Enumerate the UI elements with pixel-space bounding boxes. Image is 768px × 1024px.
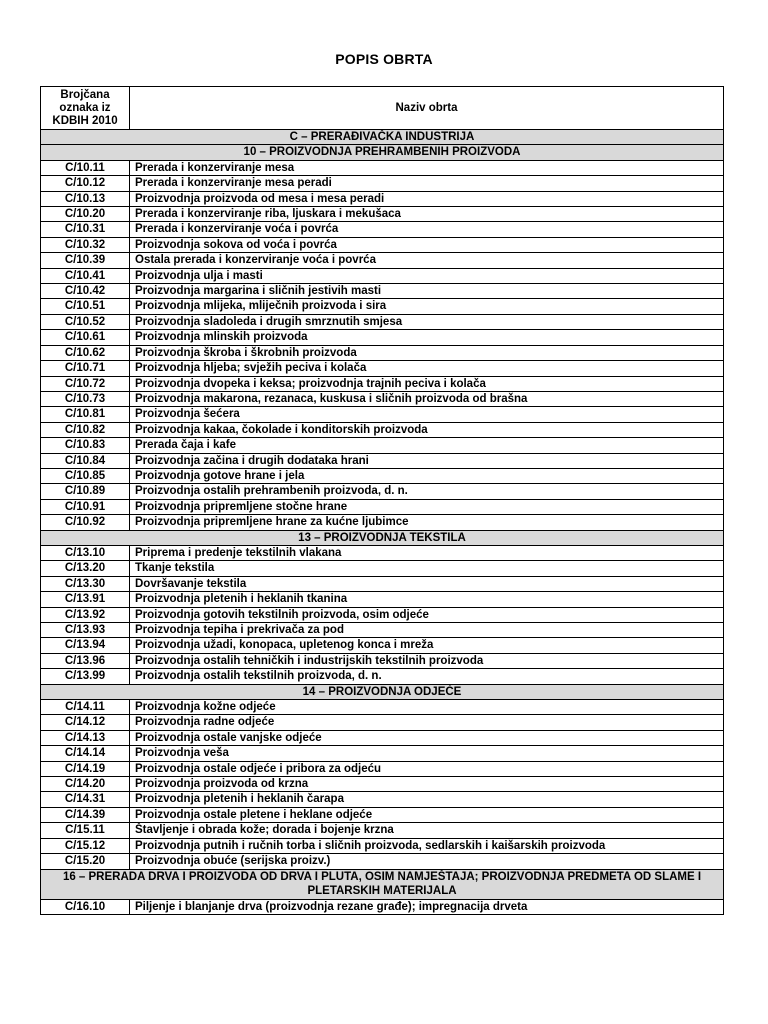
- trade-code: C/10.20: [41, 207, 130, 222]
- table-row: [41, 592, 724, 607]
- trade-name: Ostala prerada i konzerviranje voća i povrća: [130, 253, 724, 268]
- trade-name: Proizvodnja šećera: [130, 407, 724, 422]
- header-name: Naziv obrta: [130, 87, 724, 130]
- trade-name: Prerada i konzerviranje mesa peradi: [130, 176, 724, 191]
- trade-name: Priprema i predenje tekstilnih vlakana: [130, 545, 724, 560]
- table-row: [41, 576, 724, 591]
- table-row: [41, 268, 724, 283]
- trade-code: C/13.20: [41, 561, 130, 576]
- trade-code: C/14.31: [41, 792, 130, 807]
- trade-code: C/13.93: [41, 623, 130, 638]
- trade-code: C/10.13: [41, 191, 130, 206]
- trade-name: Proizvodnja radne odjeće: [130, 715, 724, 730]
- trade-name: Proizvodnja užadi, konopaca, upletenog konca i mreža: [130, 638, 724, 653]
- table-row: [41, 330, 724, 345]
- table-row: [41, 761, 724, 776]
- trade-code: C/14.19: [41, 761, 130, 776]
- table-row: [41, 345, 724, 360]
- trade-code: C/10.89: [41, 484, 130, 499]
- trade-name: Proizvodnja veša: [130, 746, 724, 761]
- table-row: [41, 561, 724, 576]
- table-row: [41, 314, 724, 329]
- trade-code: C/10.32: [41, 237, 130, 252]
- table-row: [41, 391, 724, 406]
- trade-code: C/15.20: [41, 854, 130, 869]
- trade-code: C/14.12: [41, 715, 130, 730]
- trade-name: Proizvodnja pripremljene stočne hrane: [130, 499, 724, 514]
- trade-code: C/10.83: [41, 438, 130, 453]
- section-label: 13 – PROIZVODNJA TEKSTILA: [41, 530, 724, 545]
- trade-name: Proizvodnja ostalih tehničkih i industrijskih tekstilnih proizvoda: [130, 653, 724, 668]
- trade-name: Proizvodnja ostalih prehrambenih proizvoda, d. n.: [130, 484, 724, 499]
- trade-code: C/13.99: [41, 669, 130, 684]
- trade-code: C/13.96: [41, 653, 130, 668]
- section-row: [41, 530, 724, 545]
- table-body: [41, 130, 724, 915]
- trade-code: C/10.61: [41, 330, 130, 345]
- trade-name: Prerada i konzerviranje riba, ljuskara i mekušaca: [130, 207, 724, 222]
- section-row: [41, 684, 724, 699]
- section-label: C – PRERAĐIVAČKA INDUSTRIJA: [41, 130, 724, 145]
- table-row: [41, 746, 724, 761]
- table-row: [41, 515, 724, 530]
- trade-name: Prerada čaja i kafe: [130, 438, 724, 453]
- table-row: [41, 777, 724, 792]
- trade-name: Proizvodnja kakaa, čokolade i konditorskih proizvoda: [130, 422, 724, 437]
- trade-code: C/10.91: [41, 499, 130, 514]
- trade-code: C/13.94: [41, 638, 130, 653]
- trade-name: Proizvodnja mlijeka, mliječnih proizvoda i sira: [130, 299, 724, 314]
- section-row: [41, 130, 724, 145]
- trade-code: C/10.11: [41, 160, 130, 175]
- table-row: [41, 176, 724, 191]
- table-row: [41, 191, 724, 206]
- table-row: [41, 700, 724, 715]
- trade-name: Proizvodnja škroba i škrobnih proizvoda: [130, 345, 724, 360]
- trade-code: C/10.12: [41, 176, 130, 191]
- trade-code: C/13.92: [41, 607, 130, 622]
- table-row: [41, 823, 724, 838]
- trade-code: C/10.42: [41, 284, 130, 299]
- header-code: Brojčana oznaka iz KDBIH 2010: [41, 87, 130, 130]
- table-row: [41, 607, 724, 622]
- trade-name: Proizvodnja gotovih tekstilnih proizvoda, osim odjeće: [130, 607, 724, 622]
- trade-code: C/10.81: [41, 407, 130, 422]
- trade-code: C/16.10: [41, 899, 130, 914]
- table-row: [41, 253, 724, 268]
- table-row: [41, 438, 724, 453]
- trade-name: Proizvodnja proizvoda od krzna: [130, 777, 724, 792]
- table-row: [41, 669, 724, 684]
- table-header-row: [41, 87, 724, 130]
- table-row: [41, 807, 724, 822]
- trade-name: Proizvodnja putnih i ručnih torba i sličnih proizvoda, sedlarskih i kaišarskih proizvoda: [130, 838, 724, 853]
- table-row: [41, 361, 724, 376]
- trade-code: C/10.41: [41, 268, 130, 283]
- trade-code: C/10.82: [41, 422, 130, 437]
- trade-name: Proizvodnja sokova od voća i povrća: [130, 237, 724, 252]
- trade-name: Proizvodnja kožne odjeće: [130, 700, 724, 715]
- trade-code: C/14.13: [41, 730, 130, 745]
- table-row: [41, 730, 724, 745]
- table-row: [41, 222, 724, 237]
- trade-name: Proizvodnja gotove hrane i jela: [130, 468, 724, 483]
- table-row: [41, 422, 724, 437]
- trade-code: C/13.10: [41, 545, 130, 560]
- trade-code: C/10.85: [41, 468, 130, 483]
- trade-code: C/15.12: [41, 838, 130, 853]
- trade-name: Proizvodnja makarona, rezanaca, kuskusa i sličnih proizvoda od brašna: [130, 391, 724, 406]
- trade-name: Štavljenje i obrada kože; dorada i bojenje krzna: [130, 823, 724, 838]
- trade-code: C/10.31: [41, 222, 130, 237]
- trade-name: Proizvodnja dvopeka i keksa; proizvodnja trajnih peciva i kolača: [130, 376, 724, 391]
- trade-name: Dovršavanje tekstila: [130, 576, 724, 591]
- trade-code: C/10.62: [41, 345, 130, 360]
- trade-code: C/10.84: [41, 453, 130, 468]
- trade-name: Tkanje tekstila: [130, 561, 724, 576]
- trade-code: C/14.39: [41, 807, 130, 822]
- trade-code: C/10.39: [41, 253, 130, 268]
- trade-name: Proizvodnja ostale pletene i heklane odjeće: [130, 807, 724, 822]
- section-label: 10 – PROIZVODNJA PREHRAMBENIH PROIZVODA: [41, 145, 724, 160]
- trade-name: Proizvodnja pletenih i heklanih tkanina: [130, 592, 724, 607]
- trade-name: Proizvodnja začina i drugih dodataka hrani: [130, 453, 724, 468]
- trade-code: C/14.14: [41, 746, 130, 761]
- trade-code: C/13.91: [41, 592, 130, 607]
- trade-name: Proizvodnja pletenih i heklanih čarapa: [130, 792, 724, 807]
- trade-name: Proizvodnja ostale vanjske odjeće: [130, 730, 724, 745]
- table-row: [41, 468, 724, 483]
- section-row: [41, 869, 724, 899]
- trade-name: Proizvodnja mlinskih proizvoda: [130, 330, 724, 345]
- trade-code: C/14.20: [41, 777, 130, 792]
- table-row: [41, 838, 724, 853]
- table-row: [41, 284, 724, 299]
- trade-name: Proizvodnja tepiha i prekrivača za pod: [130, 623, 724, 638]
- table-row: [41, 545, 724, 560]
- trade-name: Proizvodnja sladoleda i drugih smrznutih smjesa: [130, 314, 724, 329]
- trade-code: C/10.92: [41, 515, 130, 530]
- trade-name: Proizvodnja obuće (serijska proizv.): [130, 854, 724, 869]
- trade-code: C/13.30: [41, 576, 130, 591]
- table-row: [41, 484, 724, 499]
- trade-code: C/10.72: [41, 376, 130, 391]
- trade-code: C/14.11: [41, 700, 130, 715]
- trade-code: C/10.71: [41, 361, 130, 376]
- table-row: [41, 376, 724, 391]
- trade-name: Proizvodnja margarina i sličnih jestivih masti: [130, 284, 724, 299]
- trade-name: Proizvodnja ostalih tekstilnih proizvoda, d. n.: [130, 669, 724, 684]
- table-row: [41, 160, 724, 175]
- trade-name: Prerada i konzerviranje voća i povrća: [130, 222, 724, 237]
- trade-name: Proizvodnja pripremljene hrane za kućne ljubimce: [130, 515, 724, 530]
- trade-code: C/10.73: [41, 391, 130, 406]
- table-row: [41, 453, 724, 468]
- trade-code: C/15.11: [41, 823, 130, 838]
- section-row: [41, 145, 724, 160]
- table-row: [41, 792, 724, 807]
- table-row: [41, 653, 724, 668]
- table-row: [41, 407, 724, 422]
- trade-name: Piljenje i blanjanje drva (proizvodnja rezane građe); impregnacija drveta: [130, 899, 724, 914]
- trade-name: Proizvodnja proizvoda od mesa i mesa peradi: [130, 191, 724, 206]
- section-label: 16 – PRERADA DRVA I PROIZVODA OD DRVA I PLUTA, OSIM NAMJEŠTAJA; PROIZVODNJA PREDMETA OD SLAME I PLETARSKIH MATERIJALA: [41, 869, 724, 899]
- table-row: [41, 899, 724, 914]
- trade-name: Proizvodnja ostale odjeće i pribora za odjeću: [130, 761, 724, 776]
- table-row: [41, 207, 724, 222]
- table-row: [41, 237, 724, 252]
- trade-code: C/10.52: [41, 314, 130, 329]
- trade-code: C/10.51: [41, 299, 130, 314]
- table-row: [41, 623, 724, 638]
- trade-name: Proizvodnja hljeba; svježih peciva i kolača: [130, 361, 724, 376]
- section-label: 14 – PROIZVODNJA ODJEĆE: [41, 684, 724, 699]
- table-row: [41, 715, 724, 730]
- table-row: [41, 299, 724, 314]
- table-row: [41, 854, 724, 869]
- trade-name: Proizvodnja ulja i masti: [130, 268, 724, 283]
- page-title: POPIS OBRTA: [335, 51, 433, 67]
- trade-name: Prerada i konzerviranje mesa: [130, 160, 724, 175]
- table-row: [41, 499, 724, 514]
- table-row: [41, 638, 724, 653]
- trades-table: [40, 86, 724, 915]
